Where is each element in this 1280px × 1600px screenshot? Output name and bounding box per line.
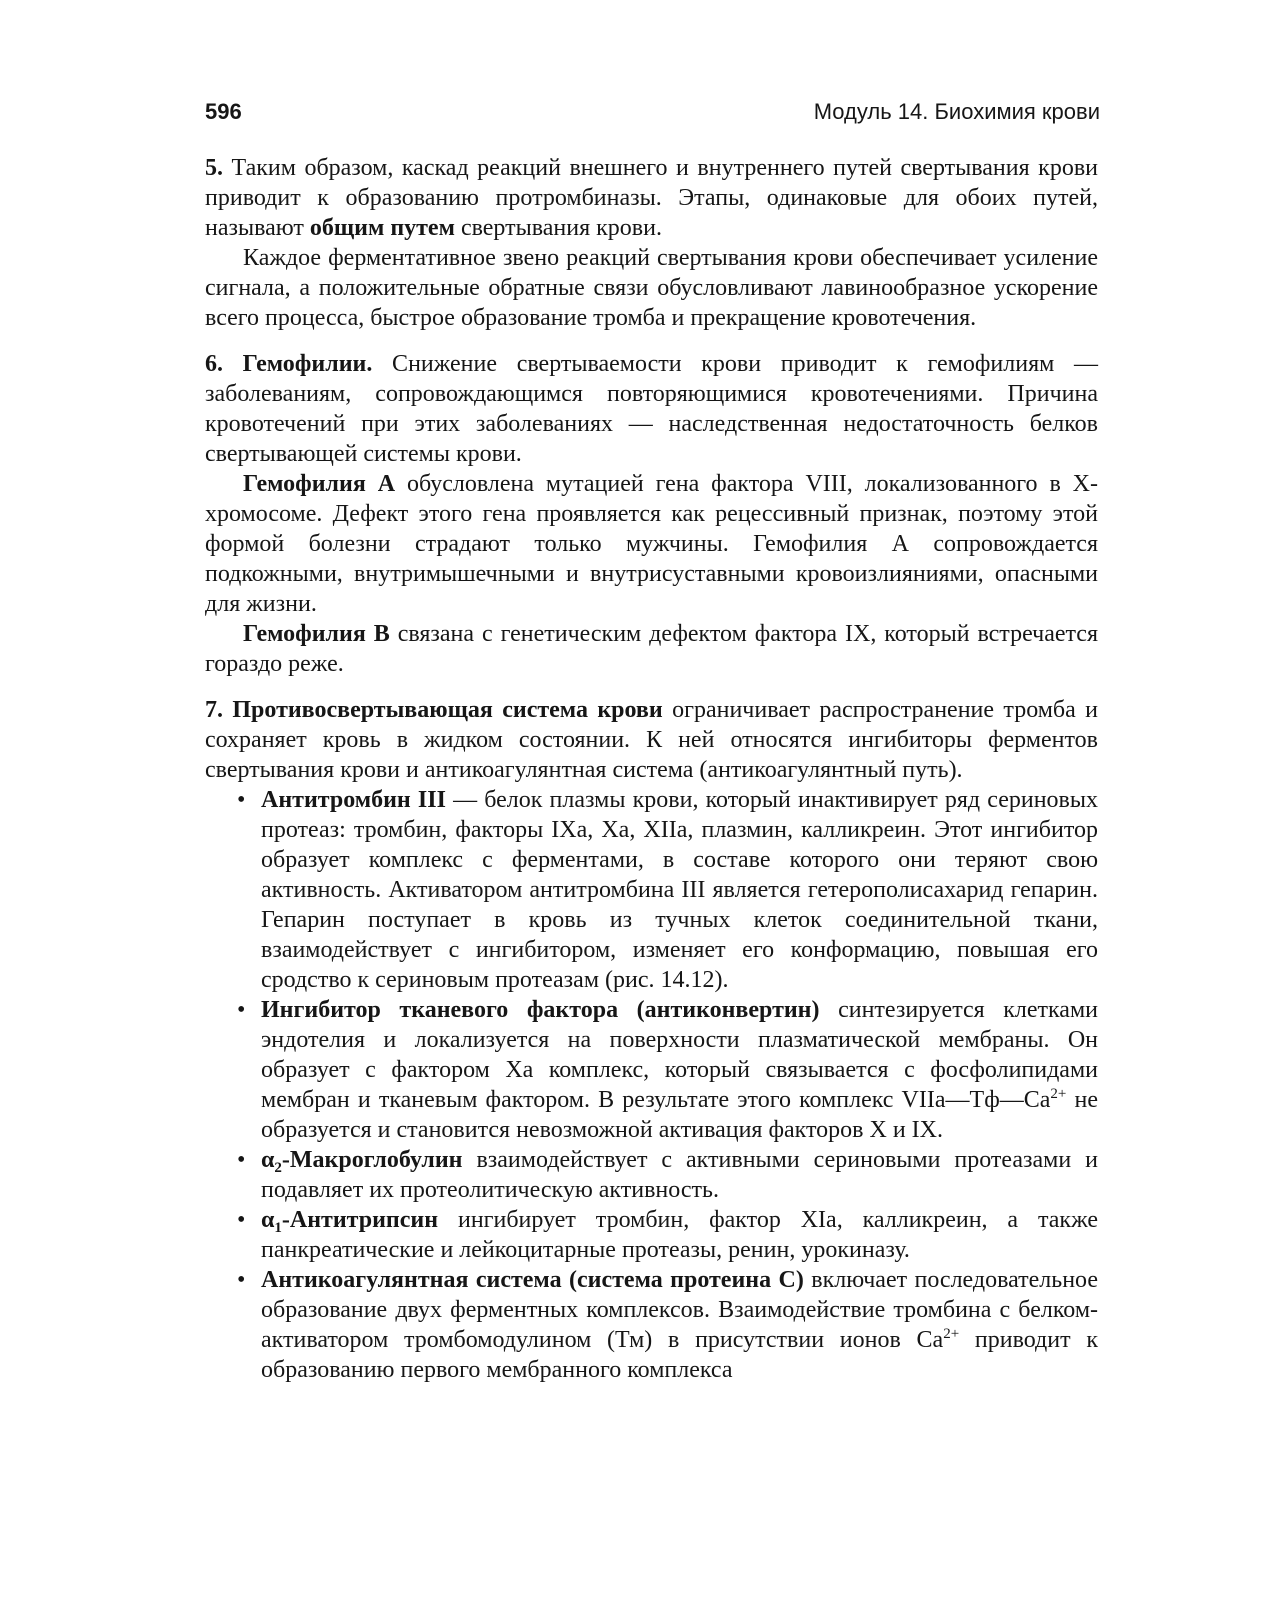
page-number: 596 bbox=[205, 99, 242, 124]
macroglobulin-word: -Макроглобулин bbox=[281, 1147, 463, 1173]
anticoagulant-list bbox=[205, 785, 1098, 1385]
tissue-factor-inhibitor-term: Ингибитор тканевого фактора (антиконвертин) bbox=[261, 997, 820, 1023]
tissue-factor-inhibitor-text-b: не образуется и становится невозможной активация факторов X и IX. bbox=[261, 1087, 1099, 1143]
page-header bbox=[205, 96, 1100, 132]
section-6-heading: 6. Гемофилии. bbox=[205, 351, 373, 377]
alpha2-macroglobulin-term bbox=[261, 1147, 463, 1176]
alpha2-macroglobulin-text: взаимодействует с активными сериновыми протеазами и подавляет их протеолитическую активность. bbox=[261, 1147, 1098, 1203]
list-item-alpha1-antitrypsin bbox=[261, 1205, 1098, 1265]
alpha-symbol: α bbox=[261, 1207, 275, 1233]
section-5-text-b: свертывания крови. bbox=[454, 215, 662, 241]
hemophilia-a-text: обусловлена мутацией гена фактора VIII, локализованного в Х-хромосоме. Дефект этого гена проявляется как рецессивный признак, поэтому этой формой болезни страдают только мужчины. Гемофилия А сопровождается подкожными, внутримышечными и внутрисуставными кровоизлияниями, опасными для жизни. bbox=[205, 471, 1098, 617]
hemophilia-b-text: связана с генетическим дефектом фактора IX, который встречается гораздо реже. bbox=[205, 621, 1098, 677]
list-item-tissue-factor-inhibitor bbox=[261, 995, 1098, 1145]
running-head: Модуль 14. Биохимия крови bbox=[813, 99, 1100, 124]
section-5-paragraph bbox=[205, 153, 1098, 243]
section-7-text: ограничивает распространение тромба и сохраняет кровь в жидком состоянии. К ней относятся ингибиторы ферментов свертывания крови и антикоагулянтная система (антикоагулянтный путь). bbox=[205, 697, 1099, 783]
list-item-protein-c-system bbox=[261, 1265, 1098, 1385]
section-5-number: 5. bbox=[205, 155, 223, 181]
protein-c-system-text-a: включает последовательное образование двух ферментных комплексов. Взаимодействие тромбина с белком-активатором тромбомодулином (Тм) в присутствии ионов Са bbox=[261, 1267, 1098, 1353]
antitrypsin-word: -Антитрипсин bbox=[281, 1207, 439, 1233]
section-6-text: Снижение свертываемости крови приводит к гемофилиям — заболеваниям, сопровождающимся повторяющимися кровотечениями. Причина кровотечений при этих заболеваниях — наследственная недостаточность белков свертывающей системы крови. bbox=[205, 351, 1098, 467]
alpha-subscript-1: 1 bbox=[274, 1220, 282, 1236]
section-5-text-a: Таким образом, каскад реакций внешнего и внутреннего путей свертывания крови приводит к образованию протромбиназы. Этапы, одинаковые для обоих путей, называют bbox=[205, 155, 1098, 241]
alpha-subscript-2: 2 bbox=[274, 1160, 282, 1176]
list-item-antithrombin bbox=[261, 785, 1098, 995]
section-6-paragraph bbox=[205, 349, 1098, 469]
alpha1-antitrypsin-text: ингибирует тромбин, фактор XIa, калликреин, а также панкреатические и лейкоцитарные протеазы, ренин, урокиназу. bbox=[261, 1207, 1098, 1263]
hemophilia-a-term: Гемофилия А bbox=[243, 471, 396, 497]
protein-c-system-term: Антикоагулянтная система (система протеина С) bbox=[261, 1267, 804, 1293]
list-item-alpha2-macroglobulin bbox=[261, 1145, 1098, 1205]
section-5-paragraph-2: Каждое ферментативное звено реакций свертывания крови обеспечивает усиление сигнала, а положительные обратные связи обусловливают лавинообразное ускорение всего процесса, быстрое образование тромба и прекращение кровотечения. bbox=[205, 245, 1098, 331]
antithrombin-term: Антитромбин III bbox=[261, 787, 446, 813]
calcium-charge-sup: 2+ bbox=[1050, 1086, 1067, 1102]
tissue-factor-inhibitor-text-a: синтезируется клетками эндотелия и локализуется на поверхности плазматической мембраны. Он образует с фактором Ха комплекс, который связывается с фосфолипидами мембран и тканевым фактором. В результате этого комплекс VIIa—Тф—Са bbox=[261, 997, 1098, 1113]
calcium-charge-sup: 2+ bbox=[943, 1326, 960, 1342]
hemophilia-b-paragraph bbox=[205, 619, 1098, 679]
section-7-heading: 7. Противосвертывающая система крови bbox=[205, 697, 663, 723]
alpha-symbol: α bbox=[261, 1147, 275, 1173]
hemophilia-a-paragraph bbox=[205, 469, 1098, 619]
antithrombin-text: — белок плазмы крови, который инактивирует ряд сериновых протеаз: тромбин, факторы IXa, Xa, XIIa, плазмин, калликреин. Этот ингибитор образует комплекс с ферментами, в составе которого они теряют свою активность. Активатором антитромбина III является гетерополисахарид гепарин. Гепарин поступает в кровь из тучных клеток соединительной ткани, взаимодействует с ингибитором, изменяет его конформацию, повышая его сродство к сериновым протеазам (рис. 14.12). bbox=[261, 787, 1098, 993]
page-body bbox=[205, 153, 1098, 1385]
alpha1-antitrypsin-term bbox=[261, 1207, 439, 1236]
hemophilia-b-term: Гемофилия В bbox=[243, 621, 390, 647]
section-7-paragraph bbox=[205, 695, 1098, 785]
section-5-term-common-path: общим путем bbox=[309, 215, 455, 241]
protein-c-system-text-b: приводит к образованию первого мембранного комплекса bbox=[261, 1327, 1098, 1383]
